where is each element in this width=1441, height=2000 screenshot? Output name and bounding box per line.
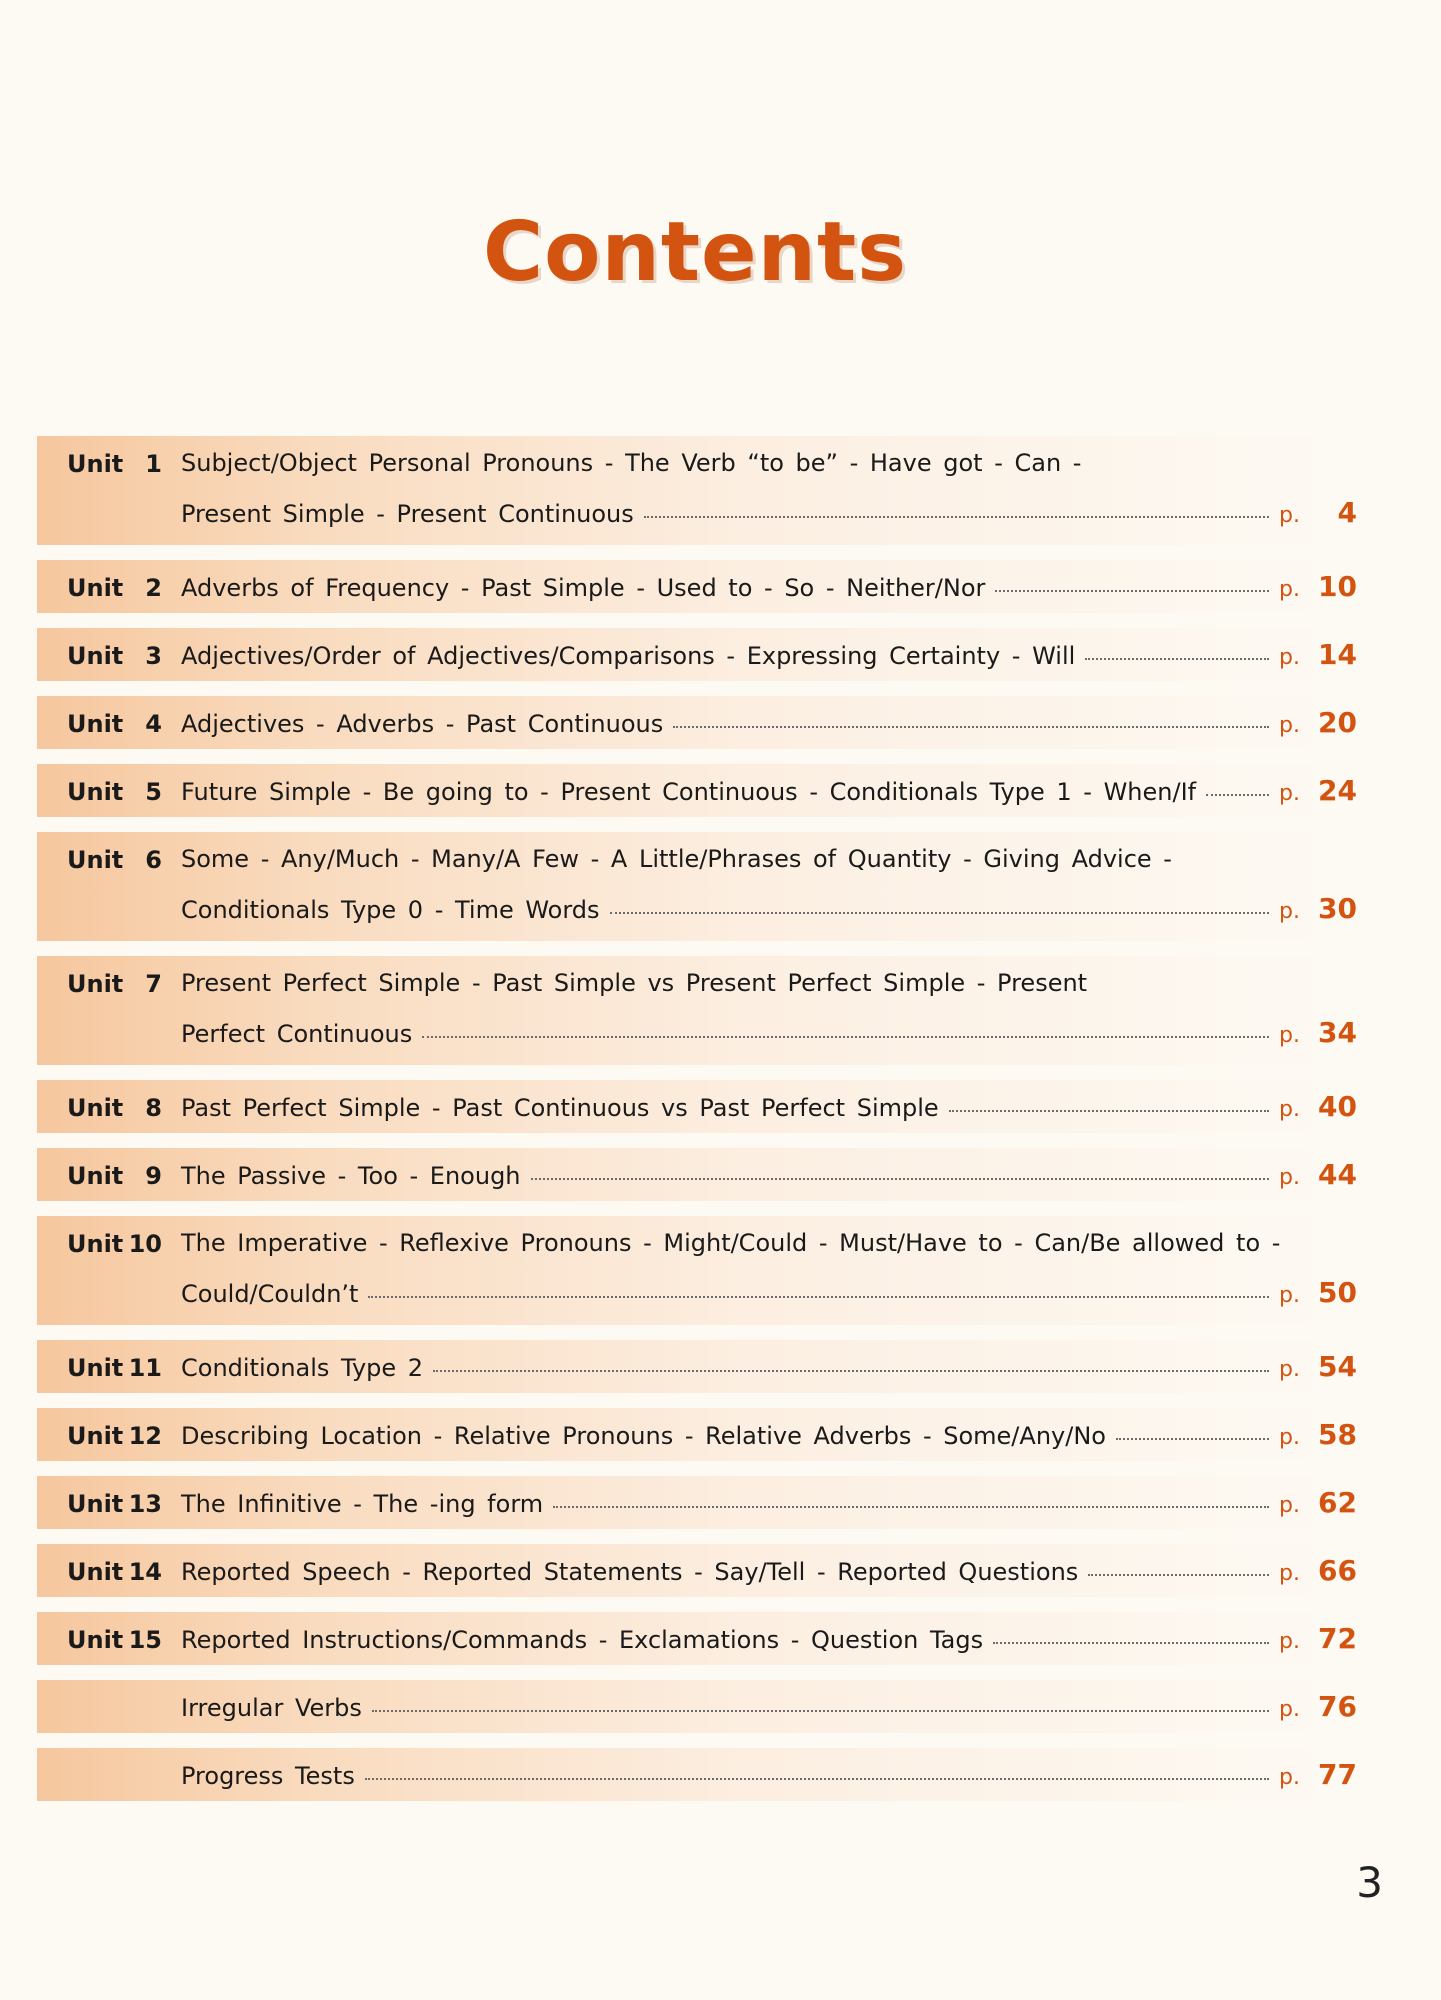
entry-title-line2: Could/Couldn’t p. 50	[181, 1276, 1357, 1309]
dot-leader	[553, 1496, 1269, 1508]
entry-title: Adverbs of Frequency - Past Simple - Used to - So - Neither/Nor p. 10	[181, 570, 1357, 603]
toc-entry[interactable]	[37, 1080, 1357, 1133]
unit-number: Unit 10	[67, 1230, 162, 1258]
entry-title: Irregular Verbs p. 76	[181, 1690, 1357, 1723]
dot-leader	[993, 1632, 1269, 1644]
page-number: 10	[1318, 570, 1357, 603]
toc-entry[interactable]	[37, 1476, 1357, 1529]
toc-entry[interactable]	[37, 832, 1357, 941]
unit-number: Unit 9	[67, 1162, 162, 1190]
toc-entry[interactable]	[37, 1612, 1357, 1665]
toc-entry[interactable]	[37, 560, 1357, 613]
dot-leader	[644, 506, 1269, 518]
page-number: 4	[1337, 496, 1357, 529]
entry-title-line2: Present Simple - Present Continuous p. 4	[181, 496, 1357, 529]
page-number: 72	[1318, 1622, 1357, 1655]
page-folio: 3	[1356, 1858, 1383, 1907]
entry-title: Describing Location - Relative Pronouns - Relative Adverbs - Some/Any/No p. 58	[181, 1418, 1357, 1451]
page-number: 24	[1318, 774, 1357, 807]
page-number: 34	[1318, 1016, 1357, 1049]
page-number: 30	[1318, 892, 1357, 925]
unit-number: Unit 2	[67, 574, 162, 602]
dot-leader	[372, 1700, 1269, 1712]
unit-number: Unit 1	[67, 450, 162, 478]
toc-entry[interactable]	[37, 1340, 1357, 1393]
page-number: 66	[1318, 1554, 1357, 1587]
page-number: 50	[1318, 1276, 1357, 1309]
entry-title-line2: Perfect Continuous p. 34	[181, 1016, 1357, 1049]
dot-leader	[422, 1026, 1269, 1038]
table-of-contents	[37, 436, 1357, 1816]
toc-entry-progress-tests[interactable]	[37, 1748, 1357, 1801]
page-number: 77	[1318, 1758, 1357, 1791]
dot-leader	[1088, 1564, 1269, 1576]
dot-leader	[365, 1768, 1269, 1780]
dot-leader	[433, 1360, 1269, 1372]
dot-leader	[610, 902, 1269, 914]
dot-leader	[949, 1100, 1269, 1112]
unit-number: Unit 7	[67, 970, 162, 998]
entry-title: Reported Speech - Reported Statements - Say/Tell - Reported Questions p. 66	[181, 1554, 1357, 1587]
unit-number: Unit 11	[67, 1354, 162, 1382]
entry-title-line1: Subject/Object Personal Pronouns - The Verb “to be” - Have got - Can -	[181, 449, 1082, 477]
dot-leader	[531, 1168, 1269, 1180]
toc-entry[interactable]	[37, 764, 1357, 817]
page-number: 62	[1318, 1486, 1357, 1519]
unit-number: Unit 12	[67, 1422, 162, 1450]
dot-leader	[995, 580, 1269, 592]
unit-number: Unit 3	[67, 642, 162, 670]
entry-title-line1: The Imperative - Reflexive Pronouns - Might/Could - Must/Have to - Can/Be allowed to -	[181, 1229, 1281, 1257]
toc-entry[interactable]	[37, 696, 1357, 749]
entry-title: Past Perfect Simple - Past Continuous vs Past Perfect Simple p. 40	[181, 1090, 1357, 1123]
toc-entry[interactable]	[37, 1216, 1357, 1325]
unit-number: Unit 8	[67, 1094, 162, 1122]
unit-number: Unit 14	[67, 1558, 162, 1586]
toc-entry[interactable]	[37, 628, 1357, 681]
page-number: 20	[1318, 706, 1357, 739]
dot-leader	[673, 716, 1269, 728]
entry-title-line1: Present Perfect Simple - Past Simple vs Present Perfect Simple - Present	[181, 969, 1088, 997]
entry-title: Future Simple - Be going to - Present Continuous - Conditionals Type 1 - When/If p. 24	[181, 774, 1357, 807]
entry-title: Adjectives - Adverbs - Past Continuous p. 20	[181, 706, 1357, 739]
toc-entry[interactable]	[37, 1544, 1357, 1597]
toc-entry[interactable]	[37, 956, 1357, 1065]
dot-leader	[368, 1286, 1269, 1298]
toc-entry[interactable]	[37, 1148, 1357, 1201]
toc-entry[interactable]	[37, 436, 1357, 545]
unit-number: Unit 4	[67, 710, 162, 738]
page-number: 54	[1318, 1350, 1357, 1383]
entry-title-line1: Some - Any/Much - Many/A Few - A Little/Phrases of Quantity - Giving Advice -	[181, 845, 1172, 873]
dot-leader	[1206, 784, 1269, 796]
page-number: 58	[1318, 1418, 1357, 1451]
unit-number: Unit 6	[67, 846, 162, 874]
unit-number: Unit 13	[67, 1490, 162, 1518]
unit-number: Unit 15	[67, 1626, 162, 1654]
entry-title-line2: Conditionals Type 0 - Time Words p. 30	[181, 892, 1357, 925]
page-number: 14	[1318, 638, 1357, 671]
toc-entry[interactable]	[37, 1408, 1357, 1461]
page-number: 76	[1318, 1690, 1357, 1723]
toc-entry-irregular-verbs[interactable]	[37, 1680, 1357, 1733]
entry-title: Reported Instructions/Commands - Exclamations - Question Tags p. 72	[181, 1622, 1357, 1655]
entry-title: The Passive - Too - Enough p. 44	[181, 1158, 1357, 1191]
entry-title: Conditionals Type 2 p. 54	[181, 1350, 1357, 1383]
entry-title: Adjectives/Order of Adjectives/Comparisons - Expressing Certainty - Will p. 14	[181, 638, 1357, 671]
entry-title: The Infinitive - The -ing form p. 62	[181, 1486, 1357, 1519]
dot-leader	[1085, 648, 1269, 660]
page-number: 44	[1318, 1158, 1357, 1191]
dot-leader	[1116, 1428, 1269, 1440]
unit-number: Unit 5	[67, 778, 162, 806]
entry-title: Progress Tests p. 77	[181, 1758, 1357, 1791]
page-title: Contents	[482, 205, 908, 300]
page-number: 40	[1318, 1090, 1357, 1123]
